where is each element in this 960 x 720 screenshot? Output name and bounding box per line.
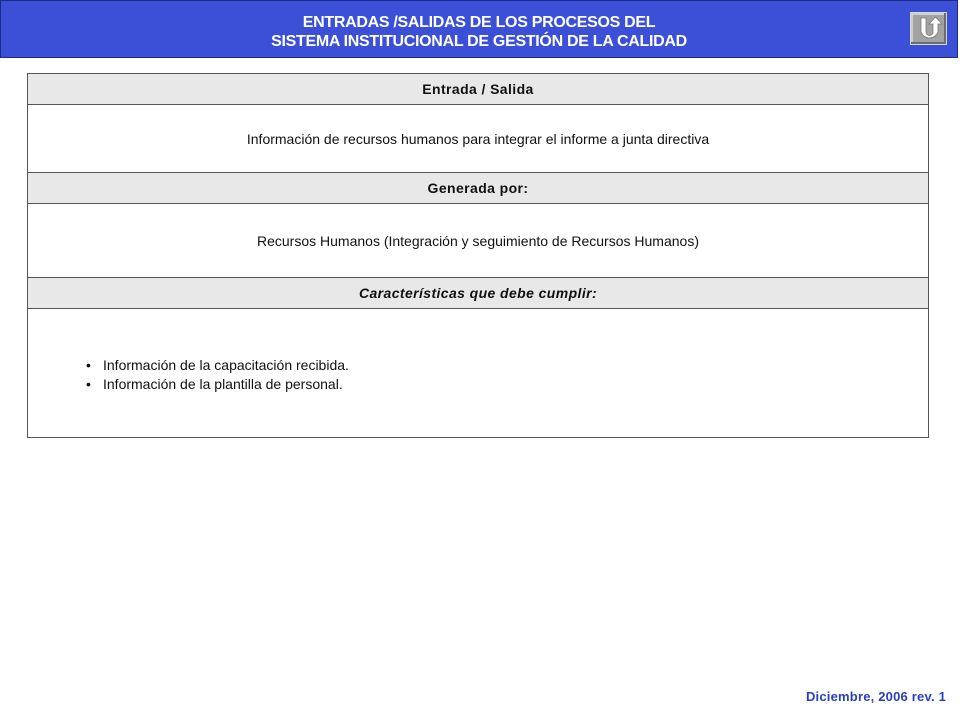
io-form: [27, 73, 929, 438]
caracteristicas-heading: Características que debe cumplir:: [28, 277, 928, 308]
return-arrow-icon: [915, 16, 943, 42]
list-item: • Información de la capacitación recibida.: [86, 356, 349, 375]
page-header: [0, 0, 958, 58]
caracteristicas-list: [86, 356, 349, 394]
generada-por-value: Recursos Humanos (Integración y seguimiento de Recursos Humanos): [28, 203, 928, 277]
revision-footer: Diciembre, 2006 rev. 1: [805, 689, 946, 704]
caracteristicas-body: [28, 308, 928, 437]
entrada-salida-value: Información de recursos humanos para integrar el informe a junta directiva: [28, 104, 928, 172]
page-title-line-1: ENTRADAS /SALIDAS DE LOS PROCESOS DEL: [302, 14, 656, 31]
page-title-line-2: SISTEMA INSTITUCIONAL DE GESTIÓN DE LA CALIDAD: [271, 33, 687, 50]
back-button[interactable]: [910, 12, 947, 45]
generada-por-heading: Generada por:: [28, 172, 928, 203]
list-item: • Información de la plantilla de personal.: [86, 375, 349, 394]
entrada-salida-heading: Entrada / Salida: [28, 74, 928, 104]
